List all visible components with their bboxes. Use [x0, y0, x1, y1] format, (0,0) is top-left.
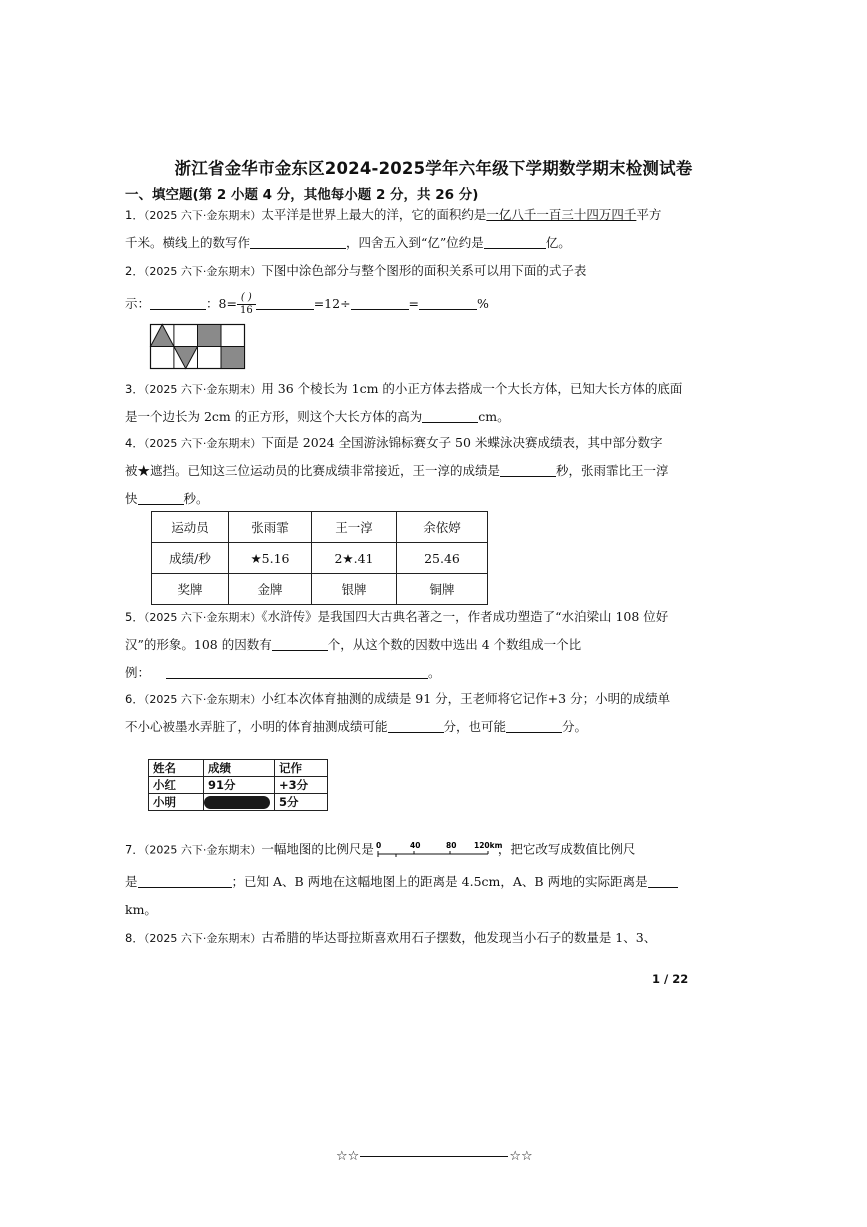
scale-label: 40 — [409, 841, 421, 850]
answer-blank[interactable] — [272, 636, 328, 651]
table-row: 运动员 张雨霏 王一淳 余依婷 — [152, 512, 488, 543]
q4-line1: 4．（2025 六下·金东期末）下面是 2024 全国游泳锦标赛女子 50 米蝶泳决赛成绩表，其中部分数字 — [125, 435, 663, 450]
q1-line1: 1．（2025 六下·金东期末）太平洋是世界上最大的洋，它的面积约是一亿八千一百三十四万四千平方 — [125, 207, 662, 222]
answer-blank[interactable] — [500, 462, 556, 477]
answer-blank[interactable] — [138, 490, 184, 505]
answer-blank[interactable] — [166, 664, 428, 679]
shaded-cell — [221, 347, 245, 369]
table-row: 姓名 成绩 记作 — [149, 760, 328, 777]
table-row: 小红 91分 +3分 — [149, 777, 328, 794]
footer-stars-left: ☆☆ — [336, 1149, 360, 1164]
q2-line1: 2．（2025 六下·金东期末）下图中涂色部分与整个图形的面积关系可以用下面的式子表 — [125, 263, 587, 278]
answer-blank[interactable] — [138, 873, 232, 888]
answer-blank[interactable] — [484, 234, 546, 249]
answer-blank[interactable] — [506, 718, 562, 733]
answer-blank[interactable] — [388, 718, 444, 733]
q3-line1: 3．（2025 六下·金东期末）用 36 个棱长为 1cm 的小正方体去搭成一个大长方体，已知大长方体的底面 — [125, 381, 683, 396]
table-row: 成绩/秒 ★5.16 2★.41 25.46 — [152, 543, 488, 574]
answer-blank[interactable] — [351, 295, 409, 310]
score-sheet — [148, 759, 328, 811]
q6-line1: 6．（2025 六下·金东期末）小红本次体育抽测的成绩是 91 分，王老师将它记作+3 分；小明的成绩单 — [125, 691, 671, 706]
fraction: $\frac{( )}{16}$ — [237, 292, 256, 317]
answer-blank[interactable] — [648, 873, 678, 888]
scale-label: 80 — [445, 841, 457, 850]
table-row: 小明 5分 — [149, 794, 328, 811]
answer-blank[interactable] — [422, 408, 478, 423]
q3-line2: 是一个边长为 2cm 的正方形，则这个大长方体的高为 cm。 — [125, 409, 510, 424]
map-scale-bar — [374, 840, 503, 860]
q7-line3: km。 — [125, 902, 157, 917]
q5-line1: 5．（2025 六下·金东期末）《水浒传》是我国四大古典名著之一，作者成功塑造了“水泊梁山 108 位好 — [125, 609, 669, 624]
q8-line1: 8．（2025 六下·金东期末）古希腊的毕达哥拉斯喜欢用石子摆数，他发现当小石子的数量是 1、3、 — [125, 930, 657, 945]
results-table — [151, 511, 488, 605]
answer-blank[interactable] — [419, 295, 477, 310]
question-source: （2025 六下·金东期末） — [143, 209, 262, 222]
q6-line2: 不小心被墨水弄脏了，小明的体育抽测成绩可能 分，也可能 分。 — [125, 719, 588, 734]
q4-line3: 快 秒。 — [125, 491, 209, 506]
answer-blank[interactable] — [256, 295, 314, 310]
q4-line2: 被★遮挡。已知这三位运动员的比赛成绩非常接近，王一淳的成绩是 秒，张雨霏比王一淳 — [125, 463, 669, 478]
answer-blank[interactable] — [250, 234, 346, 249]
page-footer — [336, 1149, 533, 1164]
q7-line2: 是 ；已知 A、B 两地在这幅地图上的距离是 4.5cm，A、B 两地的实际距离是 — [125, 873, 695, 891]
q5-line2: 汉”的形象。108 的因数有 个，从这个数的因数中选出 4 个数组成一个比 — [125, 637, 582, 652]
q5-line3: 例： 。 — [125, 665, 441, 680]
shaded-grid-figure — [150, 324, 246, 370]
section-heading: 一、填空题(第 2 小题 4 分，其他每小题 2 分，共 26 分) — [125, 187, 479, 203]
shaded-cell — [198, 325, 222, 347]
ink-stain — [204, 796, 270, 809]
answer-blank[interactable] — [150, 295, 206, 310]
footer-rule — [360, 1156, 508, 1157]
scale-label: 120km — [473, 841, 503, 850]
scale-label: 0 — [375, 841, 382, 850]
q7-line1: 7．（2025 六下·金东期末）一幅地图的比例尺是 0 40 80 120km ，把它改写成数值比例尺 — [125, 840, 695, 860]
footer-stars-right: ☆☆ — [509, 1149, 533, 1164]
table-row: 奖牌 金牌 银牌 铜牌 — [152, 574, 488, 605]
page-number: 1 / 22 — [652, 972, 689, 986]
page-title: 浙江省金华市金东区2024-2025学年六年级下学期数学期末检测试卷 — [174, 159, 693, 178]
q2-line2: 示： ：8= $\frac{( )}{16}$ =12÷ = % — [125, 292, 489, 316]
grid-cells — [151, 325, 245, 369]
underlined-number: 一亿八千一百三十四万四千 — [486, 207, 637, 222]
q1-line2: 千米。横线上的数写作 ，四舍五入到“亿”位约是 亿。 — [125, 235, 571, 250]
